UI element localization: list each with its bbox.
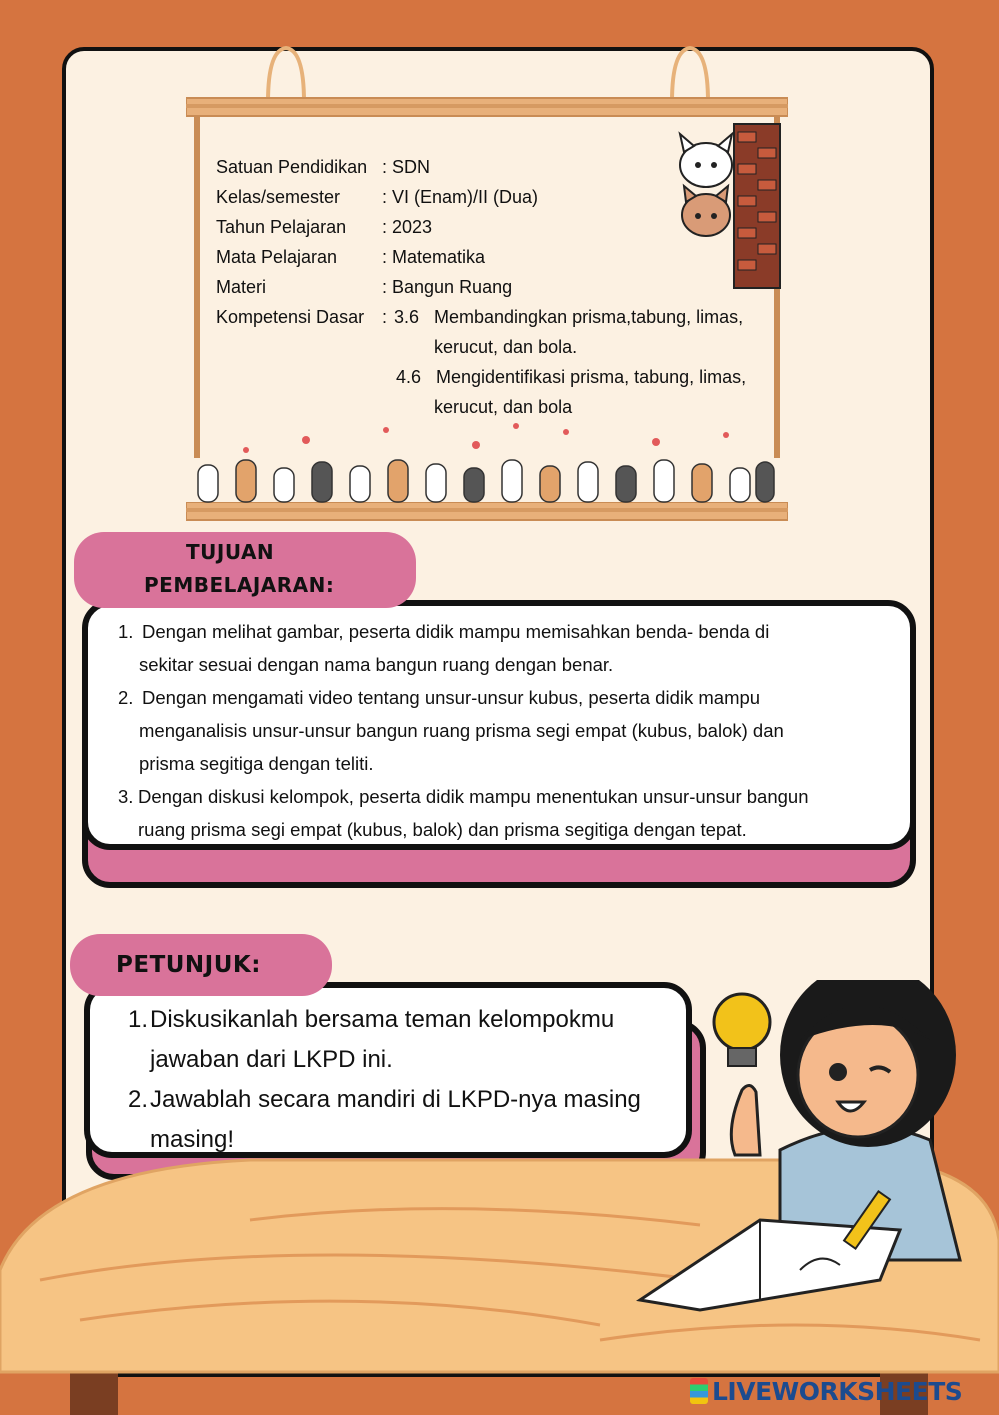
info-label: Materi — [216, 277, 267, 297]
item-text: prisma segitiga dengan teliti. — [139, 753, 374, 774]
tujuan-title-pill — [74, 532, 416, 608]
info-value: : VI (Enam)/II (Dua) — [382, 187, 539, 207]
info-label: Mata Pelajaran — [216, 247, 338, 267]
info-row — [216, 272, 776, 302]
tujuan-list — [118, 615, 898, 846]
list-item — [118, 780, 898, 846]
tujuan-title-line: TUJUAN — [186, 540, 275, 564]
info-value: : SDN — [382, 157, 431, 177]
item-text: Jawablah secara mandiri di LKPD-nya masing — [150, 1086, 641, 1113]
item-text: menganalisis unsur-unsur bangun ruang prisma segi empat (kubus, balok) dan — [139, 720, 784, 741]
kd-number: 3.6 — [394, 307, 420, 327]
info-label: Tahun Pelajaran — [216, 217, 347, 237]
kd-row — [216, 302, 776, 422]
kd-text: Membandingkan prisma,tabung, limas, — [434, 307, 744, 327]
item-text: Dengan melihat gambar, peserta didik mampu memisahkan benda- benda di — [142, 621, 770, 642]
info-row — [216, 182, 776, 212]
list-item — [118, 615, 898, 681]
info-row — [216, 152, 776, 182]
item-text: Diskusikanlah bersama teman kelompokmu — [150, 1006, 615, 1033]
item-number: 1. — [128, 1006, 149, 1033]
item-number: 1. — [118, 621, 134, 642]
girl-studying-illustration — [0, 980, 999, 1415]
petunjuk-title: PETUNJUK: — [116, 952, 261, 978]
liveworksheets-logo[interactable] — [690, 1373, 962, 1409]
identity-info — [216, 152, 776, 422]
item-text: Dengan diskusi kelompok, peserta didik mampu menentukan unsur-unsur bangun — [138, 786, 809, 807]
kd-text: kerucut, dan bola. — [434, 337, 578, 357]
item-text: masing! — [150, 1126, 235, 1153]
item-number: 3. — [118, 786, 134, 807]
item-text: sekitar sesuai dengan nama bangun ruang dengan benar. — [139, 654, 614, 675]
kd-text: Mengidentifikasi prisma, tabung, limas, — [436, 367, 747, 387]
kd-label: Kompetensi Dasar — [216, 307, 365, 327]
kd-number: 4.6 — [396, 367, 422, 387]
brand-text: LIVEWORKSHEETS — [712, 1376, 963, 1406]
logo-mark-icon — [690, 1378, 708, 1404]
kd-colon: : — [382, 307, 388, 327]
list-item — [118, 681, 898, 780]
info-row — [216, 242, 776, 272]
tujuan-title-line: PEMBELAJARAN: — [144, 573, 335, 597]
info-label: Satuan Pendidikan — [216, 157, 368, 177]
info-value: : 2023 — [382, 217, 433, 237]
info-label: Kelas/semester — [216, 187, 341, 207]
item-text: jawaban dari LKPD ini. — [150, 1046, 393, 1073]
kd-list — [394, 302, 746, 422]
info-value: : Matematika — [382, 247, 486, 267]
item-text: Dengan mengamati video tentang unsur-unsur kubus, peserta didik mampu — [142, 687, 761, 708]
kd-text: kerucut, dan bola — [434, 397, 573, 417]
item-number: 2. — [118, 687, 134, 708]
lightbulb-icon — [714, 994, 770, 1050]
item-text: ruang prisma segi empat (kubus, balok) dan prisma segitiga dengan tepat. — [138, 819, 747, 840]
info-value: : Bangun Ruang — [382, 277, 513, 297]
item-number: 2. — [128, 1086, 149, 1113]
info-row — [216, 212, 776, 242]
